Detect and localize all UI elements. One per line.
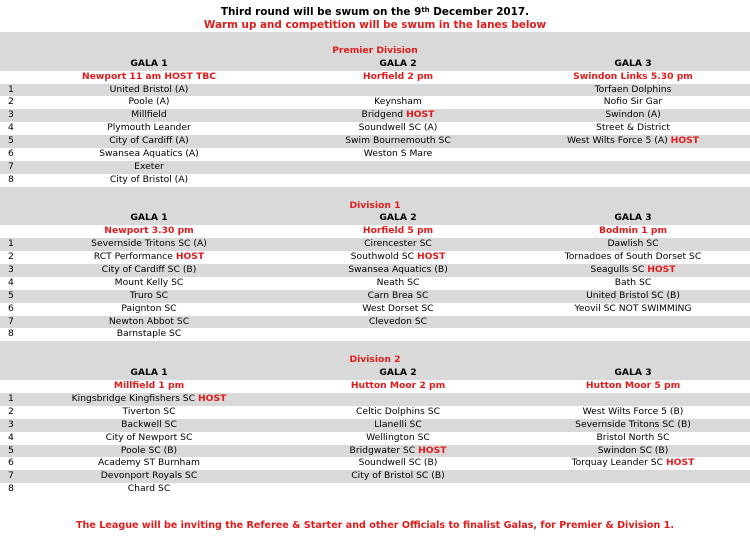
lane-number: 4 — [8, 431, 14, 443]
team-cell — [280, 264, 516, 277]
team-cell — [280, 470, 516, 483]
lane-row — [0, 419, 750, 432]
team-name: Exeter — [134, 160, 164, 172]
gala-label: GALA 2 — [379, 57, 417, 69]
team-cell — [280, 393, 516, 406]
lane-row — [0, 457, 750, 470]
lane-row — [0, 483, 750, 496]
lane-number: 5 — [8, 289, 14, 301]
team-cell — [18, 96, 280, 109]
host-badge: HOST — [406, 109, 435, 121]
team-name: Soundwell SC (A) — [358, 122, 438, 134]
host-badge: HOST — [197, 392, 227, 404]
team-cell — [280, 96, 516, 109]
team-cell — [516, 457, 750, 470]
team-name: West Wilts Force 5 (B) — [582, 405, 684, 417]
gala-label: GALA 2 — [379, 212, 417, 224]
team-name: Torquay Leander SC — [571, 457, 664, 469]
footer-notice: The League will be inviting the Referee & Starter and other Officials to finalist Galas, for Premier & Division 1. — [76, 520, 674, 531]
team-cell — [516, 303, 750, 316]
team-name: Southwold SC — [350, 251, 415, 263]
team-cell — [18, 483, 280, 496]
team-name: City of Cardiff SC (B) — [101, 264, 197, 276]
team-cell — [18, 457, 280, 470]
division-section — [0, 32, 750, 187]
team-cell — [18, 84, 280, 97]
division-section — [0, 341, 750, 496]
team-name: Plymouth Leander — [107, 122, 191, 134]
lane-row — [0, 148, 750, 161]
team-cell — [18, 135, 280, 148]
lane-number: 6 — [8, 457, 14, 469]
lane-number: 2 — [8, 251, 14, 263]
lane-row — [0, 290, 750, 303]
team-name: Swansea Aquatics (B) — [348, 264, 448, 276]
gala-header-row — [0, 212, 750, 225]
lane-number: 2 — [8, 96, 14, 108]
team-name: Nofio Sir Gar — [603, 96, 663, 108]
team-cell — [18, 328, 280, 341]
venue-row — [0, 225, 750, 238]
team-cell — [516, 316, 750, 329]
lane-number: 2 — [8, 405, 14, 417]
lane-row — [0, 174, 750, 187]
team-name: RCT Performance — [93, 251, 173, 263]
host-badge: HOST — [665, 457, 695, 469]
lane-row — [0, 328, 750, 341]
team-cell — [516, 135, 750, 148]
team-name: Cirencester SC — [364, 238, 432, 250]
team-cell — [280, 290, 516, 303]
team-name: Swansea Aquatics (A) — [99, 148, 199, 160]
team-cell — [18, 419, 280, 432]
lane-number: 7 — [8, 160, 14, 172]
team-name: Bristol North SC — [596, 431, 670, 443]
venue-label: Millfield 1 pm — [113, 380, 185, 392]
venue-label: Hutton Moor 5 pm — [585, 380, 681, 392]
lane-number: 7 — [8, 470, 14, 482]
lane-number: 1 — [8, 392, 14, 404]
team-cell — [516, 393, 750, 406]
team-cell — [516, 290, 750, 303]
lane-number: 7 — [8, 315, 14, 327]
team-cell — [18, 290, 280, 303]
team-name: Carn Brea SC — [367, 289, 429, 301]
team-name: United Bristol (A) — [109, 83, 189, 95]
team-name: Llanelli SC — [374, 418, 422, 430]
lane-row — [0, 238, 750, 251]
team-name: Swindon SC (B) — [597, 444, 669, 456]
lane-row — [0, 109, 750, 122]
venue-label: Swindon Links 5.30 pm — [573, 70, 693, 82]
team-name: Street & District — [596, 122, 670, 134]
lane-row — [0, 406, 750, 419]
lane-number: 1 — [8, 238, 14, 250]
team-cell — [18, 109, 280, 122]
division-title: Division 2 — [349, 354, 401, 366]
team-cell — [516, 419, 750, 432]
team-name: Yeovil SC NOT SWIMMING — [574, 302, 692, 314]
team-cell — [280, 445, 516, 458]
division-title-row — [0, 45, 750, 58]
team-cell — [516, 264, 750, 277]
team-cell — [280, 84, 516, 97]
team-name: Swim Bournemouth SC — [345, 135, 451, 147]
team-cell — [18, 277, 280, 290]
lane-number: 8 — [8, 328, 14, 340]
lane-row — [0, 277, 750, 290]
team-name: Barnstaple SC — [116, 328, 182, 340]
lane-row — [0, 432, 750, 445]
team-name: Academy ST Burnham — [98, 457, 200, 469]
host-badge: HOST — [175, 251, 205, 263]
lane-number: 4 — [8, 122, 14, 134]
team-name: Wellington SC — [366, 431, 430, 443]
team-name: City of Cardiff (A) — [109, 135, 189, 147]
team-name: United Bristol SC (B) — [586, 289, 680, 301]
team-name: Kingsbridge Kingfishers SC — [71, 392, 196, 404]
venue-label: Hutton Moor 2 pm — [350, 380, 446, 392]
team-cell — [516, 174, 750, 187]
team-cell — [18, 393, 280, 406]
team-cell — [18, 122, 280, 135]
spacer-row — [0, 187, 750, 200]
lane-number: 4 — [8, 276, 14, 288]
team-name: West Dorset SC — [362, 302, 434, 314]
team-name: Poole SC (B) — [120, 444, 178, 456]
team-cell — [516, 84, 750, 97]
team-name: Celtic Dolphins SC — [356, 405, 440, 417]
heading-text-end: December 2017. — [429, 6, 530, 18]
team-cell — [516, 277, 750, 290]
team-name: Dawlish SC — [607, 238, 659, 250]
team-cell — [516, 483, 750, 496]
team-cell — [516, 109, 750, 122]
lane-number: 1 — [8, 83, 14, 95]
team-name: Chard SC — [127, 483, 171, 495]
team-name: Paignton SC — [121, 302, 177, 314]
team-cell — [516, 238, 750, 251]
team-cell — [280, 457, 516, 470]
host-badge: HOST — [418, 444, 447, 456]
lane-number: 5 — [8, 135, 14, 147]
team-cell — [18, 251, 280, 264]
heading-superscript: th — [421, 6, 430, 14]
team-name: Truro SC — [129, 289, 169, 301]
team-cell — [280, 161, 516, 174]
venue-label: Bodmin 1 pm — [598, 225, 668, 237]
round-date-heading — [0, 0, 750, 19]
lane-row — [0, 303, 750, 316]
lane-row — [0, 251, 750, 264]
team-name: Devonport Royals SC — [100, 470, 198, 482]
team-cell — [18, 406, 280, 419]
team-cell — [18, 316, 280, 329]
team-cell — [516, 161, 750, 174]
lane-number: 8 — [8, 173, 14, 185]
division-section — [0, 187, 750, 342]
venue-label: Horfield 2 pm — [362, 70, 434, 82]
division-title-row — [0, 200, 750, 213]
team-name: Torfaen Dolphins — [594, 83, 672, 95]
team-cell — [18, 470, 280, 483]
venue-label: Newport 11 am HOST TBC — [82, 70, 216, 82]
lane-number: 3 — [8, 418, 14, 430]
team-name: Newton Abbot SC — [108, 315, 190, 327]
gala-label: GALA 3 — [614, 57, 652, 69]
division-tables — [0, 32, 750, 496]
heading-text: Third round will be swum on the 9 — [220, 6, 422, 18]
team-cell — [280, 109, 516, 122]
team-name: Poole (A) — [128, 96, 170, 108]
spacer-row — [0, 341, 750, 354]
team-cell — [280, 303, 516, 316]
team-cell — [280, 483, 516, 496]
team-name: West Wilts Force 5 (A) — [566, 135, 668, 147]
team-name: Clevedon SC — [368, 315, 428, 327]
lane-row — [0, 393, 750, 406]
venue-row — [0, 71, 750, 84]
lane-row — [0, 161, 750, 174]
lane-number: 6 — [8, 302, 14, 314]
lane-row — [0, 445, 750, 458]
host-badge: HOST — [416, 251, 446, 263]
team-cell — [18, 303, 280, 316]
lane-number: 3 — [8, 109, 14, 121]
team-cell — [280, 419, 516, 432]
team-cell — [280, 174, 516, 187]
venue-row — [0, 380, 750, 393]
gala-label: GALA 2 — [379, 367, 417, 379]
team-cell — [280, 238, 516, 251]
team-cell — [516, 470, 750, 483]
team-cell — [18, 161, 280, 174]
team-cell — [280, 277, 516, 290]
team-cell — [280, 316, 516, 329]
team-name: Millfield — [131, 109, 167, 121]
division-title: Premier Division — [332, 44, 418, 56]
team-cell — [516, 122, 750, 135]
team-cell — [18, 148, 280, 161]
team-name: Tiverton SC — [122, 405, 176, 417]
team-cell — [280, 406, 516, 419]
division-title: Division 1 — [349, 199, 401, 211]
gala-label: GALA 3 — [614, 367, 652, 379]
host-badge: HOST — [670, 135, 700, 147]
team-cell — [516, 96, 750, 109]
lane-row — [0, 470, 750, 483]
division-title-row — [0, 354, 750, 367]
team-cell — [280, 432, 516, 445]
gala-label: GALA 1 — [130, 212, 168, 224]
team-cell — [516, 445, 750, 458]
team-cell — [280, 135, 516, 148]
team-cell — [280, 328, 516, 341]
team-cell — [516, 328, 750, 341]
team-name: Mount Kelly SC — [114, 276, 184, 288]
lane-number: 8 — [8, 483, 14, 495]
team-name: Backwell SC — [121, 418, 177, 430]
team-name: Bridgend — [361, 109, 404, 121]
lane-row — [0, 122, 750, 135]
team-name: Bath SC — [614, 276, 652, 288]
venue-label: Horfield 5 pm — [362, 225, 434, 237]
team-name: Soundwell SC (B) — [358, 457, 438, 469]
lane-row — [0, 264, 750, 277]
lane-number: 5 — [8, 444, 14, 456]
team-cell — [18, 432, 280, 445]
team-cell — [280, 148, 516, 161]
team-name: Keynsham — [374, 96, 422, 108]
lane-row — [0, 135, 750, 148]
team-name: Swindon (A) — [605, 109, 661, 121]
team-cell — [516, 406, 750, 419]
team-cell — [280, 122, 516, 135]
team-cell — [516, 148, 750, 161]
team-name: Severnside Tritons SC (B) — [575, 418, 691, 430]
team-name: Seagulls SC — [590, 264, 645, 276]
team-name: City of Bristol SC (B) — [351, 470, 445, 482]
team-cell — [18, 264, 280, 277]
team-name: City of Newport SC — [105, 431, 193, 443]
gala-header-row — [0, 58, 750, 71]
team-name: Tornadoes of South Dorset SC — [564, 251, 702, 263]
gala-label: GALA 1 — [130, 367, 168, 379]
lane-row — [0, 96, 750, 109]
lane-row — [0, 316, 750, 329]
gala-label: GALA 3 — [614, 212, 652, 224]
warmup-notice: Warm up and competition will be swum in the lanes below — [203, 19, 547, 31]
team-cell — [18, 445, 280, 458]
team-name: Weston S Mare — [363, 148, 433, 160]
team-cell — [18, 174, 280, 187]
team-cell — [516, 432, 750, 445]
gala-label: GALA 1 — [130, 57, 168, 69]
team-name: Bridgwater SC — [349, 444, 416, 456]
venue-label: Newport 3.30 pm — [104, 225, 194, 237]
team-cell — [516, 251, 750, 264]
team-name: Severnside Tritons SC (A) — [91, 238, 207, 250]
lane-number: 6 — [8, 148, 14, 160]
spacer-row — [0, 32, 750, 45]
host-badge: HOST — [647, 264, 676, 276]
team-cell — [280, 251, 516, 264]
team-name: City of Bristol (A) — [109, 173, 189, 185]
gala-header-row — [0, 367, 750, 380]
lane-number: 3 — [8, 264, 14, 276]
team-name: Neath SC — [376, 276, 420, 288]
team-cell — [18, 238, 280, 251]
lane-row — [0, 84, 750, 97]
